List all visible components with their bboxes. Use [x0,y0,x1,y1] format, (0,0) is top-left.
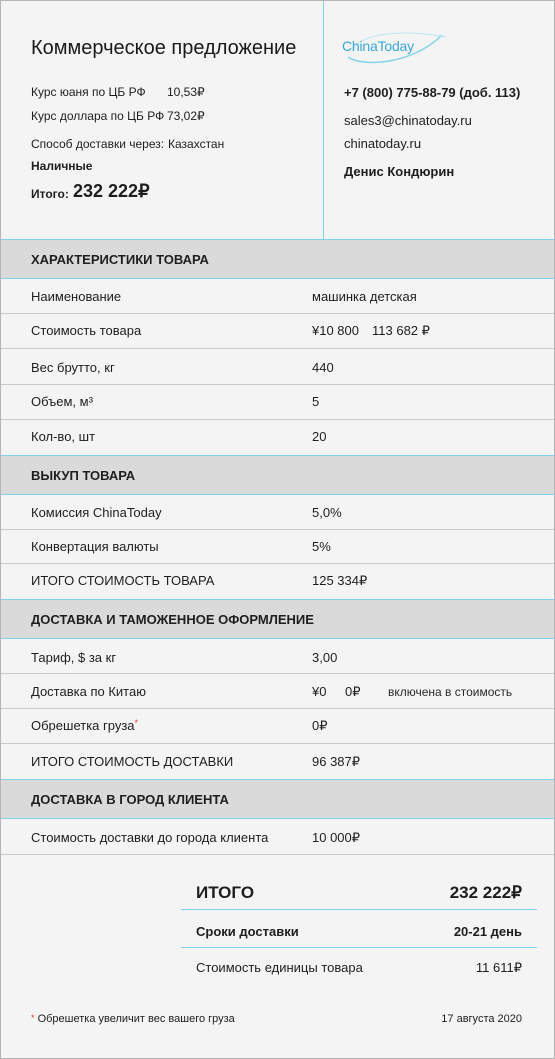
table-row [1,744,554,779]
contact-phone[interactable]: +7 (800) 775-88-79 (доб. 113) [344,85,521,100]
section-buyout-title: ВЫКУП ТОВАРА [31,468,136,483]
row-value: ¥10 800 [312,323,359,338]
footnote-text: Обрешетка увеличит вес вашего груза [37,1013,235,1025]
row-value: 10 000₽ [312,830,361,845]
row-value: 5 [312,394,320,409]
table-row [1,420,554,455]
delivery-terms-label: Сроки доставки [196,924,299,939]
row-value: 125 334₽ [312,573,368,588]
contact-email[interactable]: sales3@chinatoday.ru [344,113,472,128]
summary-total-label: ИТОГО [196,883,255,902]
chinatoday-logo: ChinaToday [342,38,414,54]
offer-summary-block [1,1,323,239]
header-total-label: Итого: [31,187,69,201]
row-label: Тариф, $ за кг [31,650,117,665]
section-delivery-title: ДОСТАВКА И ТАМОЖЕННОЕ ОФОРМЛЕНИЕ [31,612,314,627]
header-total-value: 232 222₽ [73,181,150,201]
row-label-crating [31,718,138,733]
usd-rate-label: Курс доллара по ЦБ РФ [31,109,165,123]
row-label: Конвертация валюты [31,539,159,554]
section-product-header [1,239,554,279]
usd-rate [31,109,205,123]
table-row [1,709,554,744]
table-row [1,279,554,314]
table-row [1,674,554,709]
row-value: 20 [312,429,327,444]
manager-name: Денис Кондюрин [344,164,455,179]
delivery-terms-value: 20-21 день [453,924,522,939]
row-value: 5% [312,539,331,554]
table-row [1,639,554,674]
contact-block [324,1,554,239]
row-value-rub: 0₽ [345,684,361,699]
yuan-rate-label: Курс юаня по ЦБ РФ [31,85,146,99]
row-label: ИТОГО СТОИМОСТЬ ДОСТАВКИ [31,754,234,769]
summary-total-value: 232 222₽ [449,883,522,902]
page-title: Коммерческое предложение [31,37,297,59]
row-value: 3,00 [312,650,338,665]
unit-cost-value: 11 611₽ [475,960,522,975]
row-value: ¥0 [312,684,327,699]
row-value: 5,0% [312,505,342,520]
section-buyout-header [1,455,554,495]
unit-cost-label: Стоимость единицы товара [196,960,363,975]
section-delivery-header [1,599,554,639]
row-value: 440 [312,360,334,375]
delivery-method-label: Способ доставки через: [31,137,165,151]
offer-date: 17 августа 2020 [441,1013,522,1025]
table-row [1,349,554,385]
contact-site[interactable]: chinatoday.ru [344,136,422,151]
row-label: ИТОГО СТОИМОСТЬ ТОВАРА [31,573,215,588]
row-value: 96 387₽ [312,754,361,769]
delivery-method-value: Казахстан [168,137,225,151]
offer-header [1,1,554,239]
table-row [1,314,554,349]
usd-rate-value: 73,02₽ [167,109,205,123]
summary-divider [181,947,537,948]
summary-divider [181,909,537,910]
table-row [1,564,554,599]
yuan-rate-value: 10,53₽ [167,85,205,99]
row-label: Кол-во, шт [31,429,96,444]
table-row [1,819,554,855]
payment-method: Наличные [31,159,93,173]
row-value: 0₽ [312,718,328,733]
section-product-title: ХАРАКТЕРИСТИКИ ТОВАРА [31,252,209,267]
row-label: Обрешетка груза [31,718,135,733]
row-label: Комиссия ChinaToday [31,505,162,520]
asterisk-mark: * [134,718,139,728]
asterisk-mark: * [31,1013,35,1023]
table-row [1,385,554,420]
row-label: Доставка по Китаю [31,684,146,699]
table-row [1,495,554,530]
delivery-method [31,137,225,151]
row-value-rub: 113 682 ₽ [372,323,430,338]
yuan-rate [31,85,205,99]
row-label: Вес брутто, кг [31,360,115,375]
row-label: Стоимость доставки до города клиента [31,830,269,845]
row-label: Стоимость товара [31,323,142,338]
row-note: включена в стоимость [388,685,513,699]
row-value: машинка детская [312,289,417,304]
table-row [1,530,554,564]
footnote [31,1013,235,1025]
row-label: Наименование [31,289,122,304]
section-city-header [1,779,554,819]
section-city-title: ДОСТАВКА В ГОРОД КЛИЕНТА [31,792,229,807]
row-label: Объем, м³ [31,394,93,409]
